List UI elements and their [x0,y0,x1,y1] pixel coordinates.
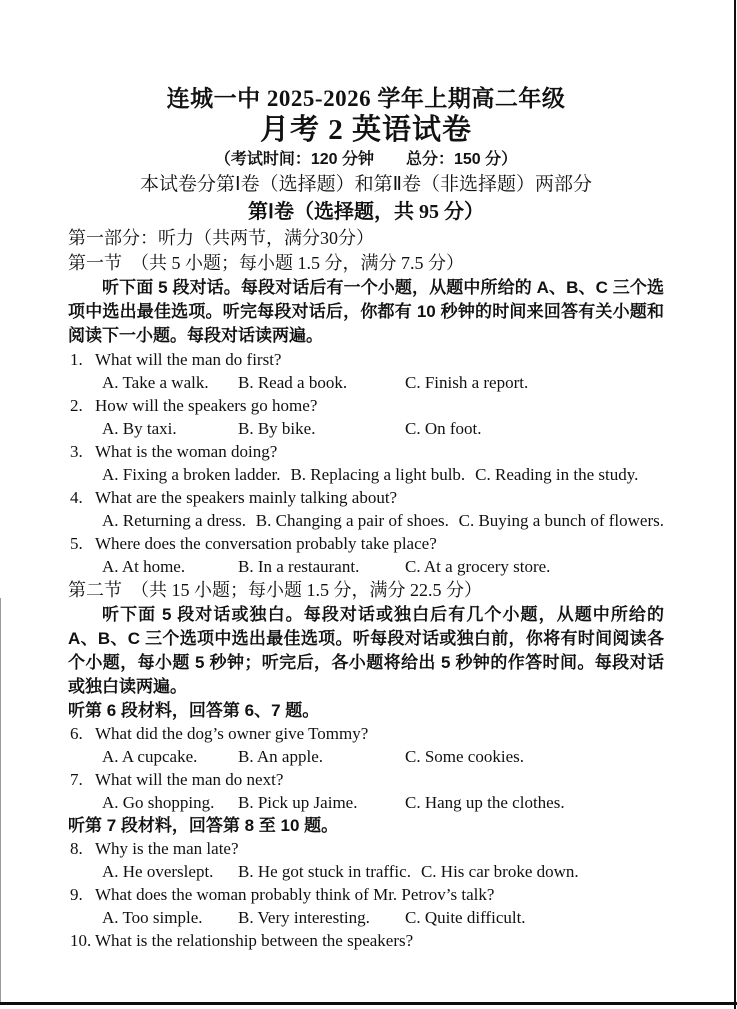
option-c: C. At a grocery store. [405,557,551,576]
paper-title: 月考 2 英语试卷 [259,114,472,146]
question-2 [68,394,664,440]
option-b: B. Replacing a light bulb. [290,465,466,484]
option-c: C. Hang up the clothes. [405,793,565,812]
question-text: What are the speakers mainly talking about? [95,488,398,507]
question-line [68,440,664,463]
question-text: What is the relationship between the speakers? [95,931,414,950]
volume-1-heading: 第Ⅰ卷（选择题，共 95 分） [248,201,484,223]
option-a: A. Too simple. [102,908,203,927]
material-6-note: 听第 6 段材料，回答第 6、7 题。 [68,701,320,720]
option-b: B. Pick up Jaime. [238,793,358,812]
question-text: What does the woman probably think of Mr. Petrov’s talk? [95,885,495,904]
question-8 [68,837,664,883]
question-text: What did the dog’s owner give Tommy? [95,724,369,743]
question-1 [68,348,664,394]
option-a: A. A cupcake. [102,747,198,766]
question-text: Where does the conversation probably take place? [95,534,437,553]
option-a: A. At home. [102,557,186,576]
option-b: B. Read a book. [238,373,348,392]
section2-heading: 第二节 （共 15 小题；每小题 1.5 分，满分 22.5 分） [68,580,482,600]
option-b: B. Very interesting. [238,908,370,927]
section2-instructions: 听下面 5 段对话或独白。每段对话或独白后有几个小题，从题中所给的 A、B、C 三个选项中选出最佳选项。听每段对话或独白前，你将有时间阅读各个小题，每小题 5 秒钟；听完后，各小题将给出 5 秒钟的作答时间。每段对话或独白读两遍。 [68,605,664,696]
option-c: C. Buying a bunch of flowers. [458,511,664,530]
question-options-row [68,555,664,578]
part1-heading: 第一部分：听力（共两节，满分30分） [68,228,374,248]
question-number: 7. [70,770,83,789]
question-options-row [68,745,664,768]
question-line [68,486,664,509]
option-b: B. Changing a pair of shoes. [255,511,449,530]
option-b: B. He got stuck in traffic. [238,862,411,881]
option-a: A. Take a walk. [102,373,209,392]
question-7 [68,768,664,814]
question-line [68,532,664,555]
option-a: A. He overslept. [102,862,214,881]
option-a: A. Go shopping. [102,793,215,812]
question-10 [68,929,664,952]
question-line [68,348,664,371]
question-options-row [68,509,664,532]
question-line [68,768,664,791]
question-options-row [68,463,664,486]
question-number: 4. [70,488,83,507]
question-number: 10. [70,931,92,950]
question-options-row [68,791,664,814]
question-text: What will the man do next? [95,770,284,789]
option-c: C. Finish a report. [405,373,529,392]
question-line [68,722,664,745]
question-text: What will the man do first? [95,350,282,369]
option-a: A. Returning a dress. [102,511,247,530]
question-line [68,883,664,906]
question-6 [68,722,664,768]
option-a: A. By taxi. [102,419,177,438]
question-text: Why is the man late? [95,839,239,858]
question-number: 5. [70,534,83,553]
option-c: C. On foot. [405,419,482,438]
section1-instructions: 听下面 5 段对话。每段对话后有一个小题，从题中所给的 A、B、C 三个选项中选出最佳选项。听完每段对话后，你都有 10 秒钟的时间来回答有关小题和阅读下一小题。每段对话读两遍。 [68,278,664,345]
question-number: 6. [70,724,83,743]
question-line [68,394,664,417]
page-content [68,0,664,952]
option-b: B. In a restaurant. [238,557,360,576]
question-number: 3. [70,442,83,461]
question-3 [68,440,664,486]
option-a: A. Fixing a broken ladder. [102,465,281,484]
paper-structure-note: 本试卷分第Ⅰ卷（选择题）和第Ⅱ卷（非选择题）两部分 [140,174,592,195]
question-number: 2. [70,396,83,415]
question-options-row [68,371,664,394]
section1-heading: 第一节 （共 5 小题；每小题 1.5 分，满分 7.5 分） [68,253,464,273]
question-options-row [68,860,664,883]
option-c: C. His car broke down. [420,862,579,881]
scan-left-edge-line [0,598,1,1002]
school-year-title: 连城一中 2025-2026 学年上期高二年级 [166,86,566,111]
option-c: C. Reading in the study. [475,465,639,484]
question-options-row [68,906,664,929]
question-text: How will the speakers go home? [95,396,318,415]
question-line [68,929,664,952]
question-5 [68,532,664,578]
question-number: 1. [70,350,83,369]
option-c: C. Quite difficult. [405,908,526,927]
exam-time-score-info: （考试时间：120 分钟 总分：150 分） [214,151,518,168]
material-7-note: 听第 7 段材料，回答第 8 至 10 题。 [68,816,339,835]
scan-bottom-edge-line [0,1002,737,1005]
question-4 [68,486,664,532]
scan-right-edge-line [734,0,736,1009]
option-b: B. An apple. [238,747,323,766]
question-number: 8. [70,839,83,858]
question-number: 9. [70,885,83,904]
option-c: C. Some cookies. [405,747,524,766]
question-options-row [68,417,664,440]
question-text: What is the woman doing? [95,442,278,461]
question-9 [68,883,664,929]
question-line [68,837,664,860]
option-b: B. By bike. [238,419,316,438]
